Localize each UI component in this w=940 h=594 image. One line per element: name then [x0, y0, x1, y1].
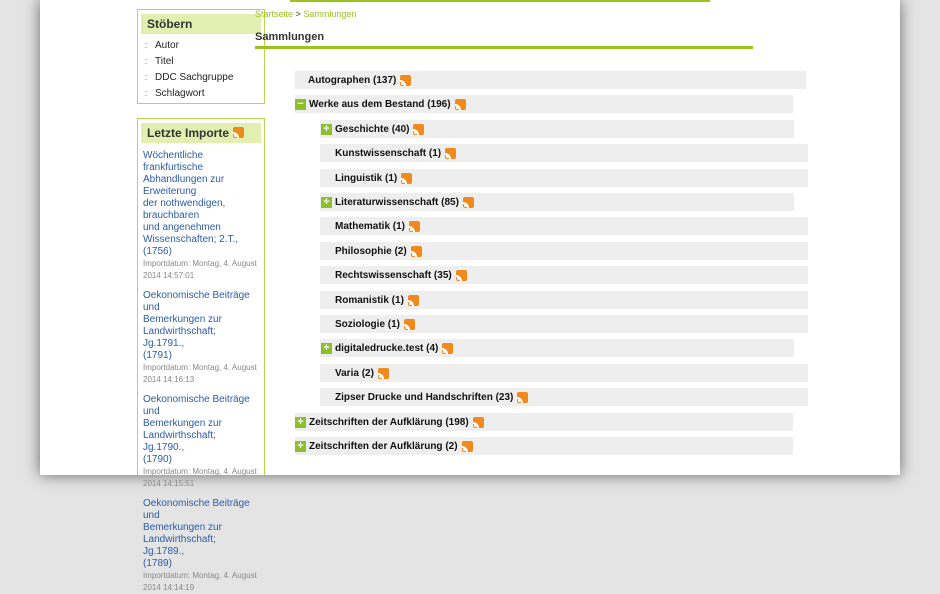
rss-feed-icon[interactable] [462, 441, 473, 452]
collection-label[interactable]: Geschichte (40) [335, 123, 410, 135]
rss-feed-icon[interactable] [463, 197, 474, 208]
browse-item-autor[interactable] [138, 37, 264, 53]
collection-label[interactable]: Linguistik (1) [335, 172, 398, 184]
rss-feed-icon[interactable] [411, 246, 422, 257]
dotted-bullet-icon: :: [144, 56, 148, 66]
collapse-minus-icon[interactable]: − [295, 99, 306, 110]
import-entry [143, 290, 258, 386]
title-divider [255, 46, 753, 49]
import-title-link[interactable]: Wöchentliche frankfurtische [143, 150, 204, 173]
expand-plus-icon[interactable]: + [321, 343, 332, 354]
import-title-link[interactable]: Landwirthschaft; Jg.1791., [143, 326, 216, 349]
rss-feed-icon[interactable] [408, 295, 419, 306]
import-title-link[interactable]: und angenehmen [143, 222, 221, 233]
collection-label[interactable]: Zeitschriften der Aufklärung (198) [309, 416, 469, 428]
rss-feed-icon[interactable] [456, 270, 467, 281]
browse-item-label: Titel [155, 55, 174, 67]
collection-row-linguistik-1[interactable] [320, 169, 808, 187]
expand-plus-icon[interactable]: + [295, 417, 306, 428]
breadcrumb-home-link[interactable]: Startseite [255, 9, 294, 19]
imports-list [138, 150, 264, 594]
collection-row-kunstwissenschaft-1[interactable] [320, 144, 808, 162]
import-title-link[interactable]: (1791) [143, 350, 172, 361]
import-entry [143, 150, 258, 282]
collection-row-zipser-drucke-und-handschriften-23[interactable] [320, 388, 808, 406]
collection-row-mathematik-1[interactable] [320, 217, 808, 235]
import-title-link[interactable]: Bemerkungen zur [143, 418, 222, 429]
rss-feed-icon[interactable] [378, 368, 389, 379]
rss-feed-icon[interactable] [401, 173, 412, 184]
browse-item-ddc-sachgruppe[interactable] [138, 69, 264, 85]
page-title: Sammlungen [255, 31, 325, 43]
collection-label[interactable]: Romanistik (1) [335, 294, 404, 306]
import-date: 2014 14:16:13 [143, 375, 195, 384]
import-date: Importdatum: Montag, 4. August [143, 467, 257, 476]
import-date: 2014 14:15:51 [143, 479, 195, 488]
collection-label[interactable]: Varia (2) [335, 367, 374, 379]
rss-feed-icon[interactable] [409, 221, 420, 232]
import-entry [143, 498, 258, 594]
import-title-link[interactable]: der nothwendigen, brauchbaren [143, 198, 226, 221]
collection-row-soziologie-1[interactable] [320, 315, 808, 333]
collection-label[interactable]: Soziologie (1) [335, 318, 400, 330]
import-title-link[interactable]: Wissenschaften; 2.T., (1756) [143, 234, 239, 257]
expand-plus-icon[interactable]: + [321, 197, 332, 208]
import-date: Importdatum: Montag, 4. August [143, 259, 257, 268]
import-date: 2014 14:14:19 [143, 583, 195, 592]
collection-row-zeitschriften-der-aufklärung-2[interactable] [295, 437, 793, 455]
collection-label[interactable]: Literaturwissenschaft (85) [335, 196, 459, 208]
collection-label[interactable]: Rechtswissenschaft (35) [335, 269, 452, 281]
import-title-link[interactable]: Bemerkungen zur [143, 314, 222, 325]
import-date: Importdatum: Montag, 4. August [143, 363, 257, 372]
top-accent-line [290, 0, 710, 2]
collection-row-literaturwissenschaft-85[interactable] [320, 193, 794, 211]
collection-label[interactable]: Werke aus dem Bestand (196) [309, 98, 451, 110]
rss-feed-icon[interactable] [473, 417, 484, 428]
breadcrumb [255, 9, 356, 19]
rss-feed-icon[interactable] [413, 124, 424, 135]
collection-row-geschichte-40[interactable] [320, 120, 794, 138]
browse-item-label: Autor [155, 39, 179, 51]
import-date: 2014 14:57:01 [143, 271, 195, 280]
import-title-link[interactable]: Landwirthschaft; Jg.1789., [143, 534, 216, 557]
collection-label[interactable]: Zeitschriften der Aufklärung (2) [309, 440, 458, 452]
import-title-link[interactable]: (1790) [143, 454, 172, 465]
collection-label[interactable]: Autographen (137) [308, 74, 397, 86]
import-title-link[interactable]: Abhandlungen zur Erweiterung [143, 174, 225, 197]
rss-feed-icon[interactable] [445, 148, 456, 159]
collection-row-romanistik-1[interactable] [320, 291, 808, 309]
rss-feed-icon[interactable] [455, 99, 466, 110]
rss-feed-icon[interactable] [233, 127, 244, 138]
import-title-link[interactable]: Bemerkungen zur [143, 522, 222, 533]
collection-row-zeitschriften-der-aufklärung-198[interactable] [295, 413, 793, 431]
breadcrumb-separator: > [295, 9, 301, 19]
rss-feed-icon[interactable] [517, 392, 528, 403]
recent-imports-box [137, 118, 265, 592]
collection-label[interactable]: Zipser Drucke und Handschriften (23) [335, 391, 514, 403]
browse-item-schlagwort[interactable] [138, 85, 264, 101]
collection-row-philosophie-2[interactable] [320, 242, 808, 260]
collection-row-digitaledrucke-test-4[interactable] [320, 339, 794, 357]
collection-row-rechtswissenschaft-35[interactable] [320, 266, 808, 284]
collection-row-autographen-137[interactable] [295, 71, 806, 89]
import-title-link[interactable]: Landwirthschaft; Jg.1790., [143, 430, 216, 453]
collection-row-werke-aus-dem-bestand-196[interactable] [295, 95, 793, 113]
import-date: Importdatum: Montag, 4. August [143, 571, 257, 580]
browse-title: Stöbern [141, 14, 261, 34]
browse-item-label: Schlagwort [155, 87, 205, 99]
import-title-link[interactable]: Oekonomische Beiträge und [143, 498, 250, 521]
expand-plus-icon[interactable]: + [321, 124, 332, 135]
browse-item-titel[interactable] [138, 53, 264, 69]
import-entry [143, 394, 258, 490]
import-title-link[interactable]: (1789) [143, 558, 172, 569]
browse-item-label: DDC Sachgruppe [155, 71, 234, 83]
collection-label[interactable]: Kunstwissenschaft (1) [335, 147, 442, 159]
collection-label[interactable]: Philosophie (2) [335, 245, 407, 257]
rss-feed-icon[interactable] [442, 343, 453, 354]
dotted-bullet-icon: :: [144, 88, 148, 98]
dotted-bullet-icon: :: [144, 72, 148, 82]
rss-feed-icon[interactable] [404, 319, 415, 330]
rss-feed-icon[interactable] [400, 75, 411, 86]
browse-list [138, 37, 264, 101]
dotted-bullet-icon: :: [144, 40, 148, 50]
browse-box [137, 9, 265, 104]
breadcrumb-current: Sammlungen [303, 9, 357, 19]
collection-label[interactable]: digitaledrucke.test (4) [335, 342, 439, 354]
recent-imports-label: Letzte Importe [147, 126, 230, 140]
import-title-link[interactable]: Oekonomische Beiträge und [143, 394, 250, 417]
recent-imports-title [141, 123, 261, 143]
import-title-link[interactable]: Oekonomische Beiträge und [143, 290, 250, 313]
expand-plus-icon[interactable]: + [295, 441, 306, 452]
collection-row-varia-2[interactable] [320, 364, 808, 382]
collection-label[interactable]: Mathematik (1) [335, 220, 406, 232]
